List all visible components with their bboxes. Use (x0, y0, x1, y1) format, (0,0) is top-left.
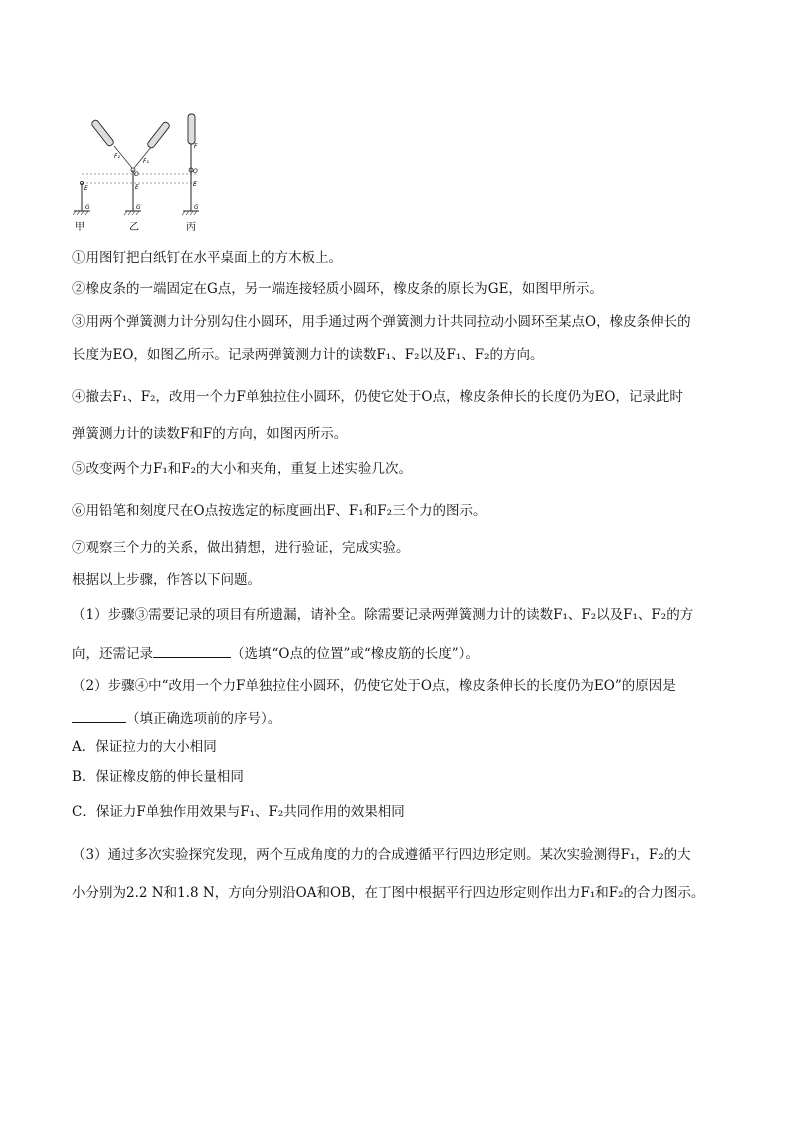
questions-intro: 根据以上步骤，作答以下问题。 (72, 572, 261, 588)
label-e-mid: E (135, 184, 139, 191)
q2-option-a: A．保证拉力的大小相同 (72, 739, 217, 755)
label-f1: F₁ (143, 158, 149, 165)
q1-text-after-blank: （选填“O点的位置”或“橡皮筋的长度”）。 (231, 646, 479, 662)
step-2: ②橡皮条的一端固定在G点，另一端连接轻质小圆环，橡皮条的原长为GE，如图甲所示。 (72, 281, 603, 297)
step-4-line-1: ④撤去F₁、F₂，改用一个力F单独拉住小圆环，仍使它处于O点，橡皮条伸长的长度仍为EO，记录此时 (72, 389, 683, 405)
q2-line-1: （2）步骤④中“改用一个力F单独拉住小圆环，仍使它处于O点，橡皮条伸长的长度仍为EO”的原因是 (72, 678, 676, 694)
label-e-right: E (193, 181, 197, 188)
label-f: F (194, 143, 198, 150)
step-6: ⑥用铅笔和刻度尺在O点按选定的标度画出F、F₁和F₂三个力的图示。 (72, 503, 487, 519)
label-e-left: E (84, 185, 88, 192)
caption-yi: 乙 (129, 222, 139, 233)
step-7: ⑦观察三个力的关系，做出猜想，进行验证，完成实验。 (72, 540, 410, 556)
step-4-line-2: 弹簧测力计的读数F和F的方向，如图丙所示。 (72, 426, 348, 442)
step-5: ⑤改变两个力F₁和F₂的大小和夹角，重复上述实验几次。 (72, 461, 413, 477)
label-f2: F₂ (114, 153, 120, 160)
q1-answer-blank[interactable] (153, 645, 231, 658)
q3-line-1: （3）通过多次实验探究发现，两个互成角度的力的合成遵循平行四边形定则。某次实验测得F₁，F₂的大 (72, 847, 691, 863)
step-3-line-1: ③用两个弹簧测力计分别勾住小圆环，用手通过两个弹簧测力计共同拉动小圆环至某点O，橡皮条伸长的 (72, 314, 691, 330)
step-1: ①用图钉把白纸钉在水平桌面上的方木板上。 (72, 250, 342, 266)
label-o-right: O (193, 168, 198, 175)
experiment-figure (70, 108, 220, 240)
q2-text-after-blank: （填正确选项前的序号）。 (126, 711, 282, 727)
q2-option-c: C．保证力F单独作用效果与F₁、F₂共同作用的效果相同 (72, 804, 405, 820)
q1-text-before-blank: 向，还需记录 (72, 646, 153, 662)
q1-line-2 (72, 645, 479, 662)
q1-line-1: （1）步骤③需要记录的项目有所遗漏，请补全。除需要记录两弹簧测力计的读数F₁、F₂以及F₁、F₂的方 (72, 607, 694, 623)
caption-jia: 甲 (75, 222, 85, 233)
label-g-right: G (194, 204, 199, 211)
step-3-line-2: 长度为EO，如图乙所示。记录两弹簧测力计的读数F₁、F₂以及F₁、F₂的方向。 (72, 347, 544, 363)
q2-answer-blank[interactable] (72, 710, 126, 723)
caption-bing: 丙 (186, 222, 196, 233)
q2-line-2 (72, 710, 281, 727)
label-g-left: G (85, 204, 90, 211)
q2-option-b: B．保证橡皮筋的伸长量相同 (72, 769, 244, 785)
label-o-mid: O (134, 171, 139, 178)
label-g-mid: G (136, 204, 141, 211)
q3-line-2: 小分别为2.2 N和1.8 N，方向分别沿OA和OB，在丁图中根据平行四边形定则作出力F₁和F₂的合力图示。 (72, 885, 705, 901)
